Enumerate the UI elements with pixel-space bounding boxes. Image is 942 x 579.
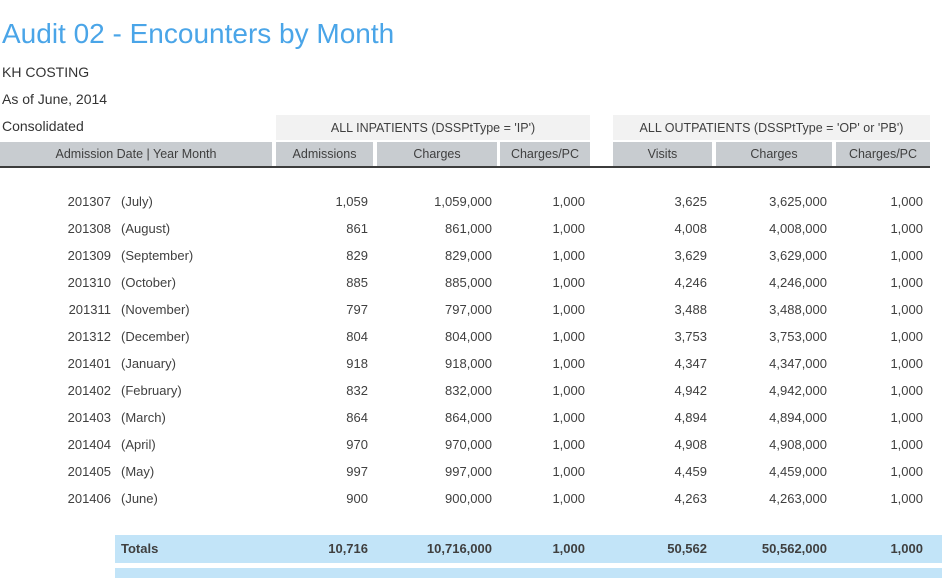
totals-ip-charges-pc: 1,000 xyxy=(552,541,585,556)
month-name: (December) xyxy=(121,329,190,344)
month-name: (May) xyxy=(121,464,155,479)
month-name: (September) xyxy=(121,248,194,263)
cell-admissions: 804 xyxy=(346,329,368,344)
cell-year-month xyxy=(0,323,272,350)
cell-admissions: 861 xyxy=(346,221,368,236)
year-month-code: 201311 xyxy=(68,302,111,317)
cell-admissions: 918 xyxy=(346,356,368,371)
column-header-ip-charges[interactable]: Charges xyxy=(377,142,497,166)
group-header-row xyxy=(0,115,930,140)
cell-op-charges: 4,908,000 xyxy=(769,437,827,452)
month-name: (June) xyxy=(121,491,158,506)
cell-year-month xyxy=(0,188,272,215)
cell-op-charges: 4,246,000 xyxy=(769,275,827,290)
cell-ip-charges: 918,000 xyxy=(445,356,492,371)
cell-visits: 3,625 xyxy=(674,194,707,209)
page-title: Audit 02 - Encounters by Month xyxy=(2,18,395,49)
cell-op-charges: 3,753,000 xyxy=(769,329,827,344)
totals-visits: 50,562 xyxy=(667,541,707,556)
cell-visits: 4,908 xyxy=(674,437,707,452)
cell-op-charges-pc: 1,000 xyxy=(890,275,923,290)
cell-op-charges: 4,942,000 xyxy=(769,383,827,398)
cell-ip-charges: 1,059,000 xyxy=(434,194,492,209)
cell-ip-charges-pc: 1,000 xyxy=(552,464,585,479)
cell-visits: 4,459 xyxy=(674,464,707,479)
table-row xyxy=(0,215,926,242)
cell-ip-charges-pc: 1,000 xyxy=(552,302,585,317)
year-month-code: 201402 xyxy=(67,383,111,398)
report-scope: Consolidated xyxy=(2,118,84,134)
table-row xyxy=(0,431,926,458)
cell-op-charges: 3,625,000 xyxy=(769,194,827,209)
table-row xyxy=(0,269,926,296)
cell-ip-charges-pc: 1,000 xyxy=(552,437,585,452)
cell-ip-charges-pc: 1,000 xyxy=(552,221,585,236)
cell-ip-charges-pc: 1,000 xyxy=(552,410,585,425)
cell-year-month xyxy=(0,350,272,377)
cell-visits: 3,488 xyxy=(674,302,707,317)
cell-op-charges: 4,459,000 xyxy=(769,464,827,479)
group-header-inpatients: ALL INPATIENTS (DSSPtType = 'IP') xyxy=(276,115,590,140)
cell-op-charges-pc: 1,000 xyxy=(890,356,923,371)
cell-admissions: 900 xyxy=(346,491,368,506)
cell-year-month xyxy=(0,242,272,269)
column-header-op-charges[interactable]: Charges xyxy=(716,142,832,166)
year-month-code: 201405 xyxy=(67,464,111,479)
column-header-visits[interactable]: Visits xyxy=(613,142,712,166)
month-name: (November) xyxy=(121,302,190,317)
cell-op-charges: 4,894,000 xyxy=(769,410,827,425)
cell-op-charges-pc: 1,000 xyxy=(890,410,923,425)
cell-ip-charges: 829,000 xyxy=(445,248,492,263)
cell-visits: 4,347 xyxy=(674,356,707,371)
table-row xyxy=(0,188,926,215)
month-name: (February) xyxy=(121,383,182,398)
cell-op-charges-pc: 1,000 xyxy=(890,329,923,344)
table-row xyxy=(0,485,926,512)
year-month-code: 201406 xyxy=(67,491,111,506)
cell-op-charges-pc: 1,000 xyxy=(890,248,923,263)
month-name: (October) xyxy=(121,275,176,290)
next-row-partial-strip xyxy=(115,568,942,578)
cell-ip-charges: 804,000 xyxy=(445,329,492,344)
cell-visits: 3,753 xyxy=(674,329,707,344)
table-row xyxy=(0,458,926,485)
year-month-code: 201309 xyxy=(67,248,111,263)
cell-op-charges-pc: 1,000 xyxy=(890,221,923,236)
cell-ip-charges: 864,000 xyxy=(445,410,492,425)
year-month-code: 201310 xyxy=(67,275,111,290)
year-month-code: 201403 xyxy=(67,410,111,425)
totals-row xyxy=(115,535,942,563)
totals-label: Totals xyxy=(121,541,159,556)
table-row xyxy=(0,323,926,350)
cell-ip-charges-pc: 1,000 xyxy=(552,383,585,398)
cell-admissions: 997 xyxy=(346,464,368,479)
cell-visits: 4,942 xyxy=(674,383,707,398)
cell-visits: 4,263 xyxy=(674,491,707,506)
report-as-of-date: As of June, 2014 xyxy=(2,91,108,107)
cell-admissions: 829 xyxy=(346,248,368,263)
month-name: (March) xyxy=(121,410,166,425)
header-divider xyxy=(0,166,930,168)
cell-year-month xyxy=(0,296,272,323)
cell-op-charges-pc: 1,000 xyxy=(890,194,923,209)
cell-ip-charges-pc: 1,000 xyxy=(552,275,585,290)
month-name: (January) xyxy=(121,356,176,371)
group-header-outpatients: ALL OUTPATIENTS (DSSPtType = 'OP' or 'PB') xyxy=(613,115,930,140)
cell-year-month xyxy=(0,377,272,404)
cell-ip-charges-pc: 1,000 xyxy=(552,248,585,263)
table-row xyxy=(0,296,926,323)
cell-op-charges: 4,263,000 xyxy=(769,491,827,506)
cell-ip-charges: 885,000 xyxy=(445,275,492,290)
cell-visits: 4,246 xyxy=(674,275,707,290)
cell-year-month xyxy=(0,215,272,242)
column-header-ip-charges-pc[interactable]: Charges/PC xyxy=(500,142,590,166)
column-header-row xyxy=(0,142,930,166)
table-row xyxy=(0,404,926,431)
cell-visits: 4,894 xyxy=(674,410,707,425)
table-row xyxy=(0,242,926,269)
cell-visits: 3,629 xyxy=(674,248,707,263)
cell-op-charges: 4,008,000 xyxy=(769,221,827,236)
cell-ip-charges-pc: 1,000 xyxy=(552,329,585,344)
cell-op-charges: 3,629,000 xyxy=(769,248,827,263)
cell-op-charges: 3,488,000 xyxy=(769,302,827,317)
cell-year-month xyxy=(0,458,272,485)
cell-ip-charges: 832,000 xyxy=(445,383,492,398)
totals-admissions: 10,716 xyxy=(328,541,368,556)
year-month-code: 201307 xyxy=(67,194,111,209)
month-name: (August) xyxy=(121,221,171,236)
month-name: (July) xyxy=(121,194,153,209)
cell-op-charges: 4,347,000 xyxy=(769,356,827,371)
cell-year-month xyxy=(0,269,272,296)
month-name: (April) xyxy=(121,437,156,452)
cell-admissions: 864 xyxy=(346,410,368,425)
cell-ip-charges-pc: 1,000 xyxy=(552,194,585,209)
cell-admissions: 885 xyxy=(346,275,368,290)
cell-ip-charges-pc: 1,000 xyxy=(552,491,585,506)
totals-ip-charges: 10,716,000 xyxy=(426,541,492,556)
cell-op-charges-pc: 1,000 xyxy=(890,491,923,506)
cell-ip-charges: 970,000 xyxy=(445,437,492,452)
cell-ip-charges: 900,000 xyxy=(445,491,492,506)
cell-ip-charges: 861,000 xyxy=(445,221,492,236)
year-month-code: 201401 xyxy=(67,356,111,371)
cell-year-month xyxy=(0,431,272,458)
cell-op-charges-pc: 1,000 xyxy=(890,302,923,317)
column-header-op-charges-pc[interactable]: Charges/PC xyxy=(836,142,930,166)
cell-ip-charges-pc: 1,000 xyxy=(552,356,585,371)
cell-visits: 4,008 xyxy=(674,221,707,236)
table-row xyxy=(0,350,926,377)
cell-ip-charges: 997,000 xyxy=(445,464,492,479)
cell-admissions: 797 xyxy=(346,302,368,317)
column-header-admission-date[interactable]: Admission Date | Year Month xyxy=(0,142,272,166)
year-month-code: 201404 xyxy=(67,437,111,452)
totals-op-charges: 50,562,000 xyxy=(761,541,827,556)
column-header-admissions[interactable]: Admissions xyxy=(276,142,373,166)
table-row xyxy=(0,377,926,404)
totals-op-charges-pc: 1,000 xyxy=(890,541,923,556)
cell-admissions: 1,059 xyxy=(335,194,368,209)
cell-year-month xyxy=(0,404,272,431)
cell-op-charges-pc: 1,000 xyxy=(890,464,923,479)
cell-op-charges-pc: 1,000 xyxy=(890,437,923,452)
year-month-code: 201312 xyxy=(67,329,111,344)
cell-admissions: 832 xyxy=(346,383,368,398)
cell-year-month xyxy=(0,485,272,512)
cell-ip-charges: 797,000 xyxy=(445,302,492,317)
report-org: KH COSTING xyxy=(2,64,90,80)
year-month-code: 201308 xyxy=(67,221,111,236)
cell-admissions: 970 xyxy=(346,437,368,452)
table-body xyxy=(0,188,926,512)
cell-op-charges-pc: 1,000 xyxy=(890,383,923,398)
